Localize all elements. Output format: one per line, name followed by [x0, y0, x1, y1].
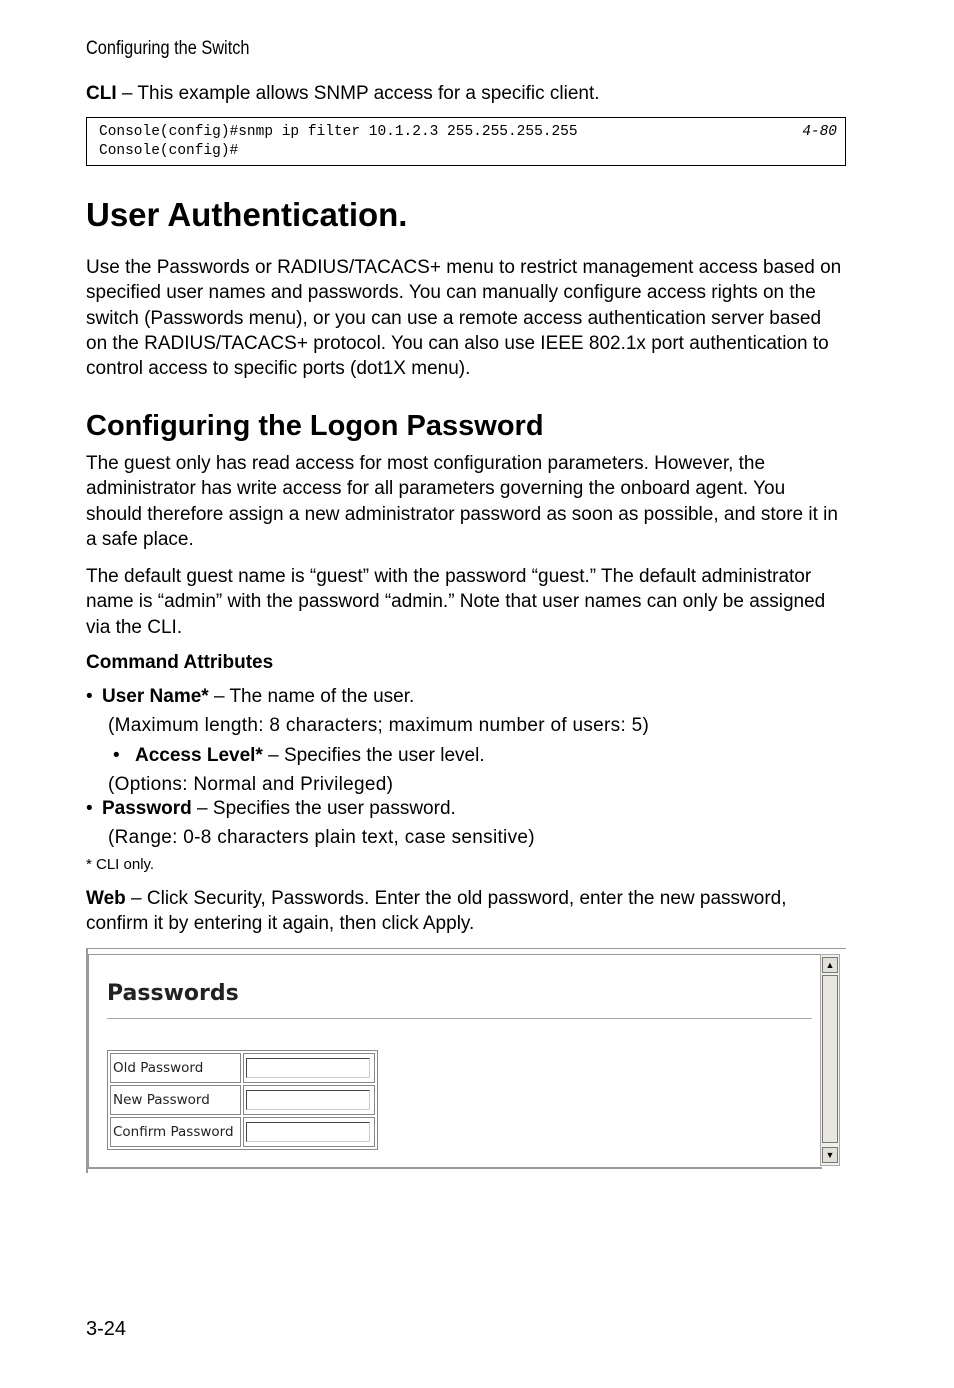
paragraph-1: The guest only has read access for most configuration parameters. However, the administrator has write access for all parameters governing the onboard agent. You should therefore assign a new administrator password as soon as possible, and store it in a safe place.	[86, 453, 838, 550]
form-row	[110, 1117, 375, 1147]
cli-intro	[86, 81, 846, 106]
attribute-label: User Name*	[102, 686, 209, 707]
web-label: Web	[86, 888, 126, 909]
passwords-title: Passwords	[107, 981, 239, 1006]
cli-intro-text: – This example allows SNMP access for a specific client.	[116, 83, 600, 104]
scroll-up-icon[interactable]: ▲	[822, 957, 838, 973]
confirm-password-label: Confirm Password	[110, 1117, 241, 1147]
confirm-password-input[interactable]	[246, 1122, 370, 1142]
attribute-item	[113, 745, 485, 767]
web-paragraph	[86, 886, 846, 937]
passwords-form	[107, 1050, 378, 1150]
code-block	[86, 117, 846, 166]
section-title: User Authentication.	[86, 196, 408, 233]
bullet: •	[86, 798, 93, 819]
attribute-label: Access Level*	[135, 745, 263, 766]
scroll-down-icon[interactable]: ▼	[822, 1147, 838, 1163]
attribute-desc: – The name of the user.	[208, 686, 415, 707]
subsection-title: Configuring the Logon Password	[86, 410, 544, 442]
attributes-heading: Command Attributes	[86, 652, 274, 673]
passwords-panel	[88, 954, 822, 1169]
code-line-1: Console(config)#snmp ip filter 10.1.2.3 255.255.255.255	[99, 124, 578, 140]
attribute-item	[86, 686, 414, 708]
attribute-label: Password	[102, 798, 192, 819]
old-password-input[interactable]	[246, 1058, 370, 1078]
running-head: Configuring the Switch	[86, 38, 250, 59]
form-row	[110, 1053, 375, 1083]
page-number: 3-24	[86, 1318, 127, 1340]
intro-paragraph: Use the Passwords or RADIUS/TACACS+ menu to restrict management access based on specified user names and passwords. You can manually configure access rights on the switch (Passwords menu), or you can use a remote access authentication server based on the RADIUS/TACACS+ protocol. You can also use IEEE 802.1x port authentication to control access to specific ports (dot1X menu).	[86, 257, 842, 380]
new-password-label: New Password	[110, 1085, 241, 1115]
new-password-input[interactable]	[246, 1090, 370, 1110]
bullet: •	[86, 686, 93, 707]
old-password-label: Old Password	[110, 1053, 241, 1083]
vertical-scrollbar[interactable]	[820, 954, 840, 1166]
attribute-detail: (Options: Normal and Privileged)	[108, 774, 394, 795]
passwords-screenshot	[86, 948, 846, 1172]
attribute-detail: (Maximum length: 8 characters; maximum number of users: 5)	[108, 715, 650, 736]
paragraph-2: The default guest name is “guest” with the password “guest.” The default administrator name is “admin” with the password “admin.” Note that user names can only be assigned via the CLI.	[86, 566, 826, 638]
attribute-desc: – Specifies the user password.	[191, 798, 456, 819]
code-reference: 4-80	[802, 124, 837, 140]
title-divider	[107, 1018, 812, 1019]
attribute-item	[86, 798, 456, 820]
bullet: •	[113, 745, 120, 766]
web-text: – Click Security, Passwords. Enter the old password, enter the new password, confirm it by entering it again, then click Apply.	[86, 888, 787, 935]
attribute-desc: – Specifies the user level.	[262, 745, 485, 766]
form-row	[110, 1085, 375, 1115]
scroll-thumb[interactable]	[822, 975, 838, 1143]
code-line-2: Console(config)#	[99, 143, 239, 159]
footnote: * CLI only.	[86, 856, 155, 873]
attribute-detail: (Range: 0-8 characters plain text, case sensitive)	[108, 827, 535, 848]
cli-label: CLI	[86, 83, 117, 104]
